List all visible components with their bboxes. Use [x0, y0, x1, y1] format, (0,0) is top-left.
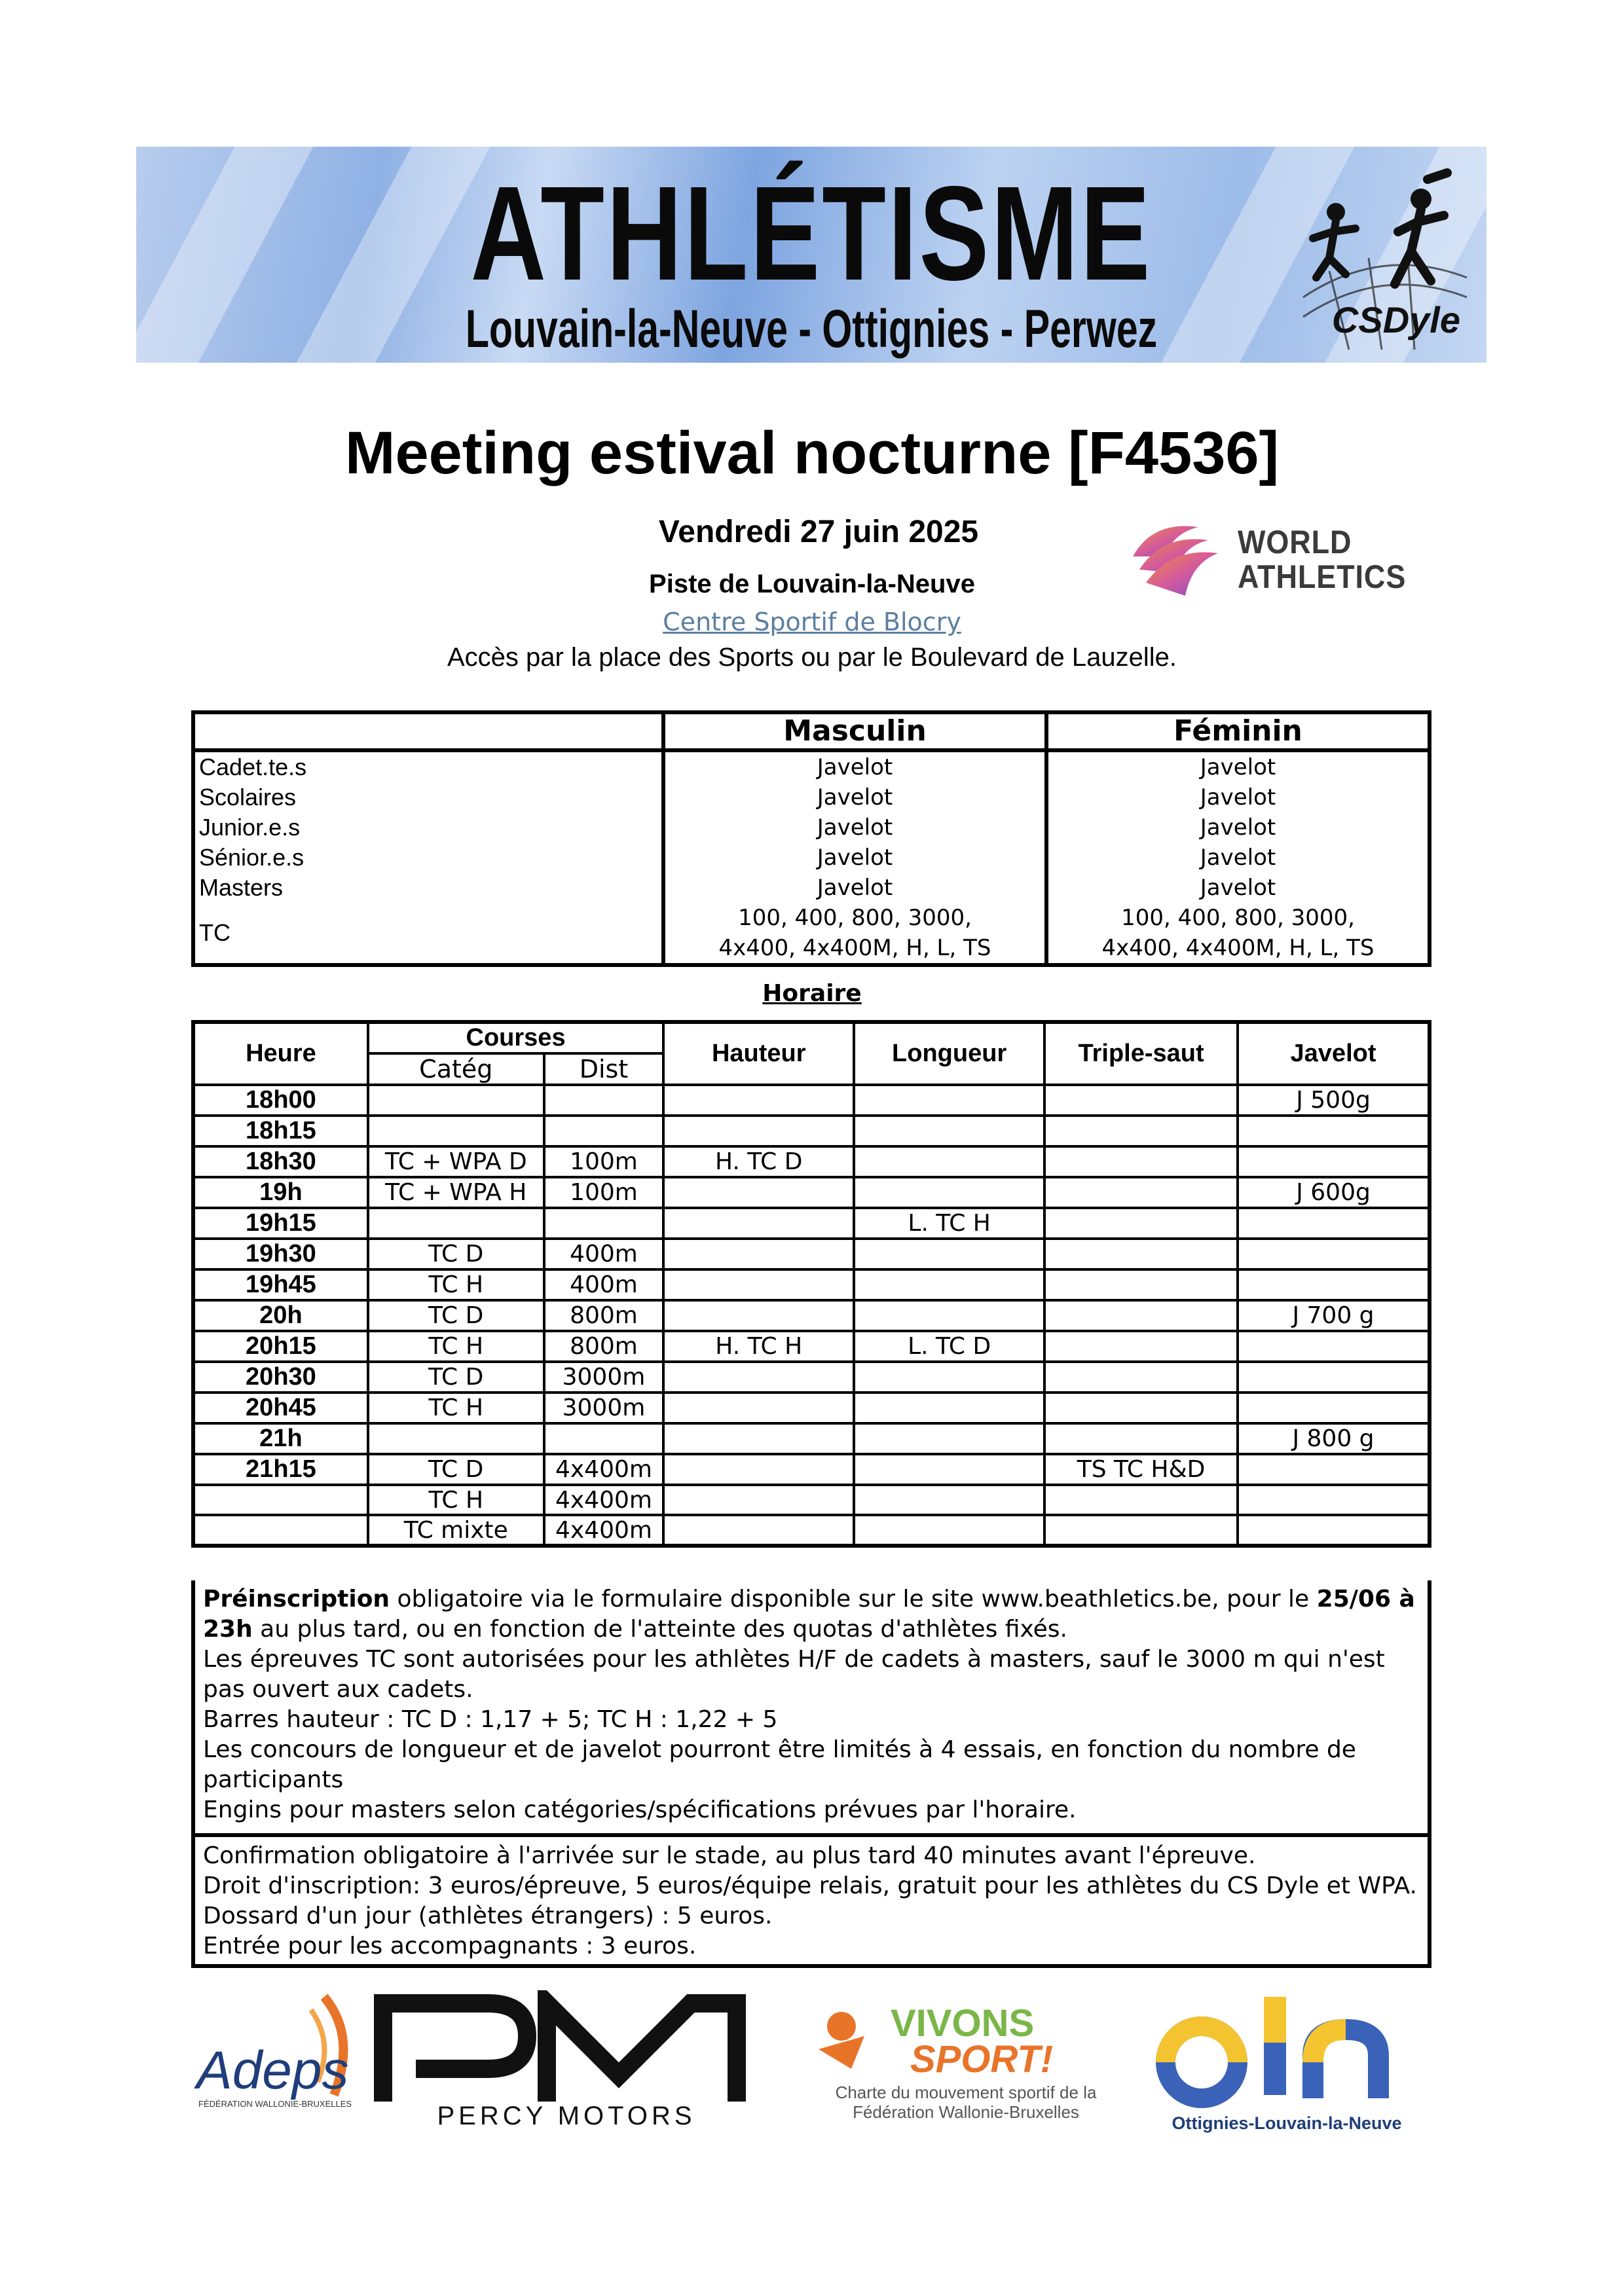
feminin-cell: Javelot — [1046, 843, 1430, 873]
schedule-categ-cell: TC H — [368, 1331, 544, 1362]
table-row — [193, 1485, 1430, 1515]
schedule-longueur-cell — [854, 1300, 1044, 1331]
schedule-dist-cell: 400m — [544, 1269, 664, 1300]
percy-motors-text: PERCY MOTORS — [437, 2102, 696, 2128]
vivons-text: VIVONS — [891, 2002, 1035, 2045]
schedule-categ-cell: TC + WPA H — [368, 1177, 544, 1208]
schedule-header-row — [193, 1022, 1430, 1053]
schedule-dist-cell: 400m — [544, 1239, 664, 1269]
schedule-categ-cell: TC D — [368, 1454, 544, 1485]
table-row — [193, 873, 1430, 903]
table-row — [193, 1146, 1430, 1177]
category-cell: Scolaires — [193, 782, 663, 812]
schedule-triple-cell — [1044, 1300, 1238, 1331]
header-javelot: Javelot — [1238, 1022, 1430, 1085]
schedule-javelot-cell — [1238, 1116, 1430, 1146]
club-logo-text: CSDyle — [1331, 299, 1460, 340]
schedule-dist-cell — [544, 1208, 664, 1239]
header-categ: Catég — [368, 1053, 544, 1085]
schedule-longueur-cell — [854, 1269, 1044, 1300]
schedule-longueur-cell: L. TC D — [854, 1331, 1044, 1362]
world-athletics-text — [1238, 525, 1406, 594]
category-cell: Masters — [193, 873, 663, 903]
schedule-dist-cell: 800m — [544, 1300, 664, 1331]
table-row — [193, 1393, 1430, 1423]
table-row — [193, 1116, 1430, 1146]
schedule-categ-cell — [368, 1208, 544, 1239]
header-banner — [136, 147, 1486, 363]
category-cell: TC — [193, 903, 663, 965]
table-row — [193, 812, 1430, 843]
header-triple-saut: Triple-saut — [1044, 1022, 1238, 1085]
schedule-hauteur-cell — [663, 1393, 854, 1423]
note-line: Barres hauteur : TC D : 1,17 + 5; TC H : 1,22 + 5 — [203, 1706, 778, 1733]
schedule-heure-cell: 19h15 — [193, 1208, 368, 1239]
schedule-triple-cell — [1044, 1239, 1238, 1269]
categories-table — [191, 710, 1431, 967]
schedule-longueur-cell — [854, 1393, 1044, 1423]
schedule-triple-cell — [1044, 1331, 1238, 1362]
schedule-triple-cell — [1044, 1177, 1238, 1208]
schedule-hauteur-cell — [663, 1454, 854, 1485]
schedule-longueur-cell — [854, 1362, 1044, 1393]
schedule-javelot-cell: J 600g — [1238, 1177, 1430, 1208]
schedule-heure-cell: 21h — [193, 1423, 368, 1454]
schedule-heure-cell: 18h30 — [193, 1146, 368, 1177]
table-row — [193, 1423, 1430, 1454]
feminin-cell: 100, 400, 800, 3000, 4x400, 4x400M, H, L, TS — [1046, 903, 1430, 965]
schedule-triple-cell — [1044, 1423, 1238, 1454]
practical-notes — [191, 1833, 1431, 1968]
schedule-longueur-cell — [854, 1485, 1044, 1515]
header-empty — [193, 712, 663, 750]
schedule-triple-cell — [1044, 1208, 1238, 1239]
schedule-hauteur-cell — [663, 1269, 854, 1300]
schedule-triple-cell — [1044, 1515, 1238, 1546]
schedule-categ-cell: TC mixte — [368, 1515, 544, 1546]
schedule-triple-cell — [1044, 1116, 1238, 1146]
schedule-table — [191, 1020, 1431, 1548]
schedule-dist-cell: 3000m — [544, 1393, 664, 1423]
schedule-javelot-cell — [1238, 1146, 1430, 1177]
registration-notes — [191, 1580, 1431, 1837]
schedule-categ-cell — [368, 1423, 544, 1454]
categories-header-row — [193, 712, 1430, 750]
schedule-javelot-cell: J 700 g — [1238, 1300, 1430, 1331]
schedule-dist-cell: 800m — [544, 1331, 664, 1362]
vivons-subtext2: Fédération Wallonie-Bruxelles — [853, 2102, 1079, 2121]
schedule-longueur-cell — [854, 1239, 1044, 1269]
table-row — [193, 1239, 1430, 1269]
table-row — [193, 1454, 1430, 1485]
schedule-heure-cell — [193, 1485, 368, 1515]
schedule-javelot-cell: J 800 g — [1238, 1423, 1430, 1454]
schedule-hauteur-cell — [663, 1485, 854, 1515]
sport-text: SPORT! — [910, 2038, 1054, 2081]
schedule-dist-cell: 100m — [544, 1146, 664, 1177]
oln-text: Ottignies-Louvain-la-Neuve — [1172, 2113, 1402, 2133]
page-title: Meeting estival nocturne [F4536] — [344, 420, 1280, 486]
schedule-hauteur-cell — [663, 1085, 854, 1116]
schedule-heure-cell: 20h30 — [193, 1362, 368, 1393]
banner-title: ATHLÉTISME — [470, 158, 1153, 308]
schedule-dist-cell — [544, 1085, 664, 1116]
note-line: Les épreuves TC sont autorisées pour les athlètes H/F de cadets à masters, sauf le 3000 m qui n'est pas ouvert aux cadets. — [203, 1646, 1385, 1703]
header-masculin: Masculin — [663, 712, 1046, 750]
table-row — [193, 1300, 1430, 1331]
schedule-heure-cell — [193, 1515, 368, 1546]
category-cell: Cadet.te.s — [193, 750, 663, 782]
schedule-heure-cell: 19h30 — [193, 1239, 368, 1269]
schedule-triple-cell — [1044, 1085, 1238, 1116]
schedule-triple-cell — [1044, 1269, 1238, 1300]
adeps-subtext: FÉDÉRATION WALLONIE-BRUXELLES — [198, 2099, 352, 2109]
masculin-cell: Javelot — [663, 873, 1046, 903]
schedule-categ-cell: TC D — [368, 1239, 544, 1269]
masculin-cell: 100, 400, 800, 3000, 4x400, 4x400M, H, L, TS — [663, 903, 1046, 965]
schedule-heure-cell: 19h45 — [193, 1269, 368, 1300]
note-line: Confirmation obligatoire à l'arrivée sur le stade, au plus tard 40 minutes avant l'épreuve. — [203, 1842, 1256, 1869]
table-row — [193, 1269, 1430, 1300]
adeps-text: Adeps — [196, 2041, 349, 2100]
schedule-longueur-cell — [854, 1423, 1044, 1454]
schedule-javelot-cell — [1238, 1485, 1430, 1515]
preinscription-text: obligatoire via le formulaire disponible sur le site www.beathletics.be, pour le — [390, 1586, 1317, 1613]
wa-line2: ATHLETICS — [1238, 558, 1407, 595]
feminin-cell: Javelot — [1046, 812, 1430, 843]
schedule-heure-cell: 20h15 — [193, 1331, 368, 1362]
schedule-categ-cell: TC D — [368, 1300, 544, 1331]
event-date: Vendredi 27 juin 2025 — [658, 515, 979, 549]
schedule-heure-cell: 20h — [193, 1300, 368, 1331]
adeps-logo — [193, 1984, 370, 2121]
table-row — [193, 1177, 1430, 1208]
note-line: Droit d'inscription: 3 euros/épreuve, 5 euros/équipe relais, gratuit pour les athlètes du CS Dyle et WPA. — [203, 1872, 1417, 1899]
schedule-categ-cell — [368, 1116, 544, 1146]
vivons-subtext1: Charte du mouvement sportif de la — [835, 2083, 1097, 2102]
table-row — [193, 843, 1430, 873]
schedule-longueur-cell: L. TC H — [854, 1208, 1044, 1239]
preinscription-line — [203, 1584, 1420, 1645]
schedule-hauteur-cell — [663, 1515, 854, 1546]
note-line: Les concours de longueur et de javelot pourront être limités à 4 essais, en fonction du nombre de participants — [203, 1736, 1356, 1793]
note-line: Entrée pour les accompagnants : 3 euros. — [203, 1933, 697, 1959]
schedule-longueur-cell — [854, 1515, 1044, 1546]
schedule-javelot-cell — [1238, 1269, 1430, 1300]
schedule-hauteur-cell: H. TC D — [663, 1146, 854, 1177]
access-info: Accès par la place des Sports ou par le Boulevard de Lauzelle. — [447, 643, 1177, 672]
note-line: Dossard d'un jour (athlètes étrangers) : 5 euros. — [203, 1903, 773, 1929]
schedule-hauteur-cell — [663, 1239, 854, 1269]
schedule-javelot-cell — [1238, 1362, 1430, 1393]
schedule-hauteur-cell — [663, 1208, 854, 1239]
schedule-categ-cell: TC D — [368, 1362, 544, 1393]
schedule-javelot-cell — [1238, 1393, 1430, 1423]
table-row — [193, 903, 1430, 965]
centre-link[interactable]: Centre Sportif de Blocry — [663, 608, 961, 636]
table-row — [193, 750, 1430, 782]
header-longueur: Longueur — [854, 1022, 1044, 1085]
schedule-categ-cell: TC + WPA D — [368, 1146, 544, 1177]
table-row — [193, 1208, 1430, 1239]
table-row — [193, 782, 1430, 812]
schedule-heure-cell: 18h00 — [193, 1085, 368, 1116]
schedule-triple-cell — [1044, 1146, 1238, 1177]
schedule-hauteur-cell: H. TC H — [663, 1331, 854, 1362]
schedule-categ-cell — [368, 1085, 544, 1116]
schedule-categ-cell: TC H — [368, 1393, 544, 1423]
header-dist: Dist — [544, 1053, 664, 1085]
schedule-dist-cell: 4x400m — [544, 1454, 664, 1485]
masculin-cell: Javelot — [663, 750, 1046, 782]
masculin-cell: Javelot — [663, 782, 1046, 812]
schedule-javelot-cell — [1238, 1515, 1430, 1546]
schedule-longueur-cell — [854, 1177, 1044, 1208]
schedule-longueur-cell — [854, 1146, 1044, 1177]
deadline-bold: 25/06 à 23h — [203, 1586, 1415, 1643]
schedule-triple-cell: TS TC H&D — [1044, 1454, 1238, 1485]
schedule-javelot-cell — [1238, 1239, 1430, 1269]
schedule-dist-cell — [544, 1423, 664, 1454]
schedule-dist-cell: 4x400m — [544, 1515, 664, 1546]
schedule-hauteur-cell — [663, 1300, 854, 1331]
schedule-hauteur-cell — [663, 1116, 854, 1146]
oln-logo — [1149, 1984, 1424, 2134]
header-feminin: Féminin — [1046, 712, 1430, 750]
schedule-dist-cell: 3000m — [544, 1362, 664, 1393]
schedule-hauteur-cell — [663, 1423, 854, 1454]
schedule-javelot-cell — [1238, 1208, 1430, 1239]
header-courses: Courses — [368, 1022, 663, 1053]
masculin-cell: Javelot — [663, 843, 1046, 873]
masculin-cell: Javelot — [663, 812, 1046, 843]
vivons-sport-logo — [779, 1997, 1153, 2121]
feminin-cell: Javelot — [1046, 873, 1430, 903]
schedule-heure-cell: 21h15 — [193, 1454, 368, 1485]
schedule-heure-cell: 18h15 — [193, 1116, 368, 1146]
preinscription-end: au plus tard, ou en fonction de l'atteinte des quotas d'athlètes fixés. — [252, 1616, 1068, 1643]
schedule-categ-cell: TC H — [368, 1269, 544, 1300]
schedule-hauteur-cell — [663, 1177, 854, 1208]
schedule-longueur-cell — [854, 1454, 1044, 1485]
schedule-heure-cell: 19h — [193, 1177, 368, 1208]
table-row — [193, 1085, 1430, 1116]
schedule-longueur-cell — [854, 1085, 1044, 1116]
schedule-dist-cell — [544, 1116, 664, 1146]
schedule-longueur-cell — [854, 1116, 1044, 1146]
schedule-triple-cell — [1044, 1393, 1238, 1423]
table-row — [193, 1362, 1430, 1393]
note-line: Engins pour masters selon catégories/spécifications prévues par l'horaire. — [203, 1796, 1077, 1823]
banner-subtitle: Louvain-la-Neuve - Ottignies - Perwez — [465, 299, 1158, 359]
schedule-triple-cell — [1044, 1485, 1238, 1515]
feminin-cell: Javelot — [1046, 750, 1430, 782]
table-row — [193, 1515, 1430, 1546]
preinscription-bold: Préinscription — [203, 1586, 390, 1613]
schedule-label: Horaire — [762, 980, 862, 1007]
table-row — [193, 1331, 1430, 1362]
schedule-dist-cell: 100m — [544, 1177, 664, 1208]
schedule-javelot-cell — [1238, 1454, 1430, 1485]
category-cell: Sénior.e.s — [193, 843, 663, 873]
wa-line1: WORLD — [1238, 524, 1352, 560]
feminin-cell: Javelot — [1046, 782, 1430, 812]
event-venue: Piste de Louvain-la-Neuve — [649, 570, 975, 598]
schedule-dist-cell: 4x400m — [544, 1485, 664, 1515]
header-heure: Heure — [193, 1022, 368, 1085]
schedule-heure-cell: 20h45 — [193, 1393, 368, 1423]
schedule-categ-cell: TC H — [368, 1485, 544, 1515]
schedule-triple-cell — [1044, 1362, 1238, 1393]
percy-motors-logo — [370, 1990, 763, 2128]
schedule-javelot-cell — [1238, 1331, 1430, 1362]
category-cell: Junior.e.s — [193, 812, 663, 843]
schedule-javelot-cell: J 500g — [1238, 1085, 1430, 1116]
schedule-hauteur-cell — [663, 1362, 854, 1393]
header-hauteur: Hauteur — [663, 1022, 854, 1085]
